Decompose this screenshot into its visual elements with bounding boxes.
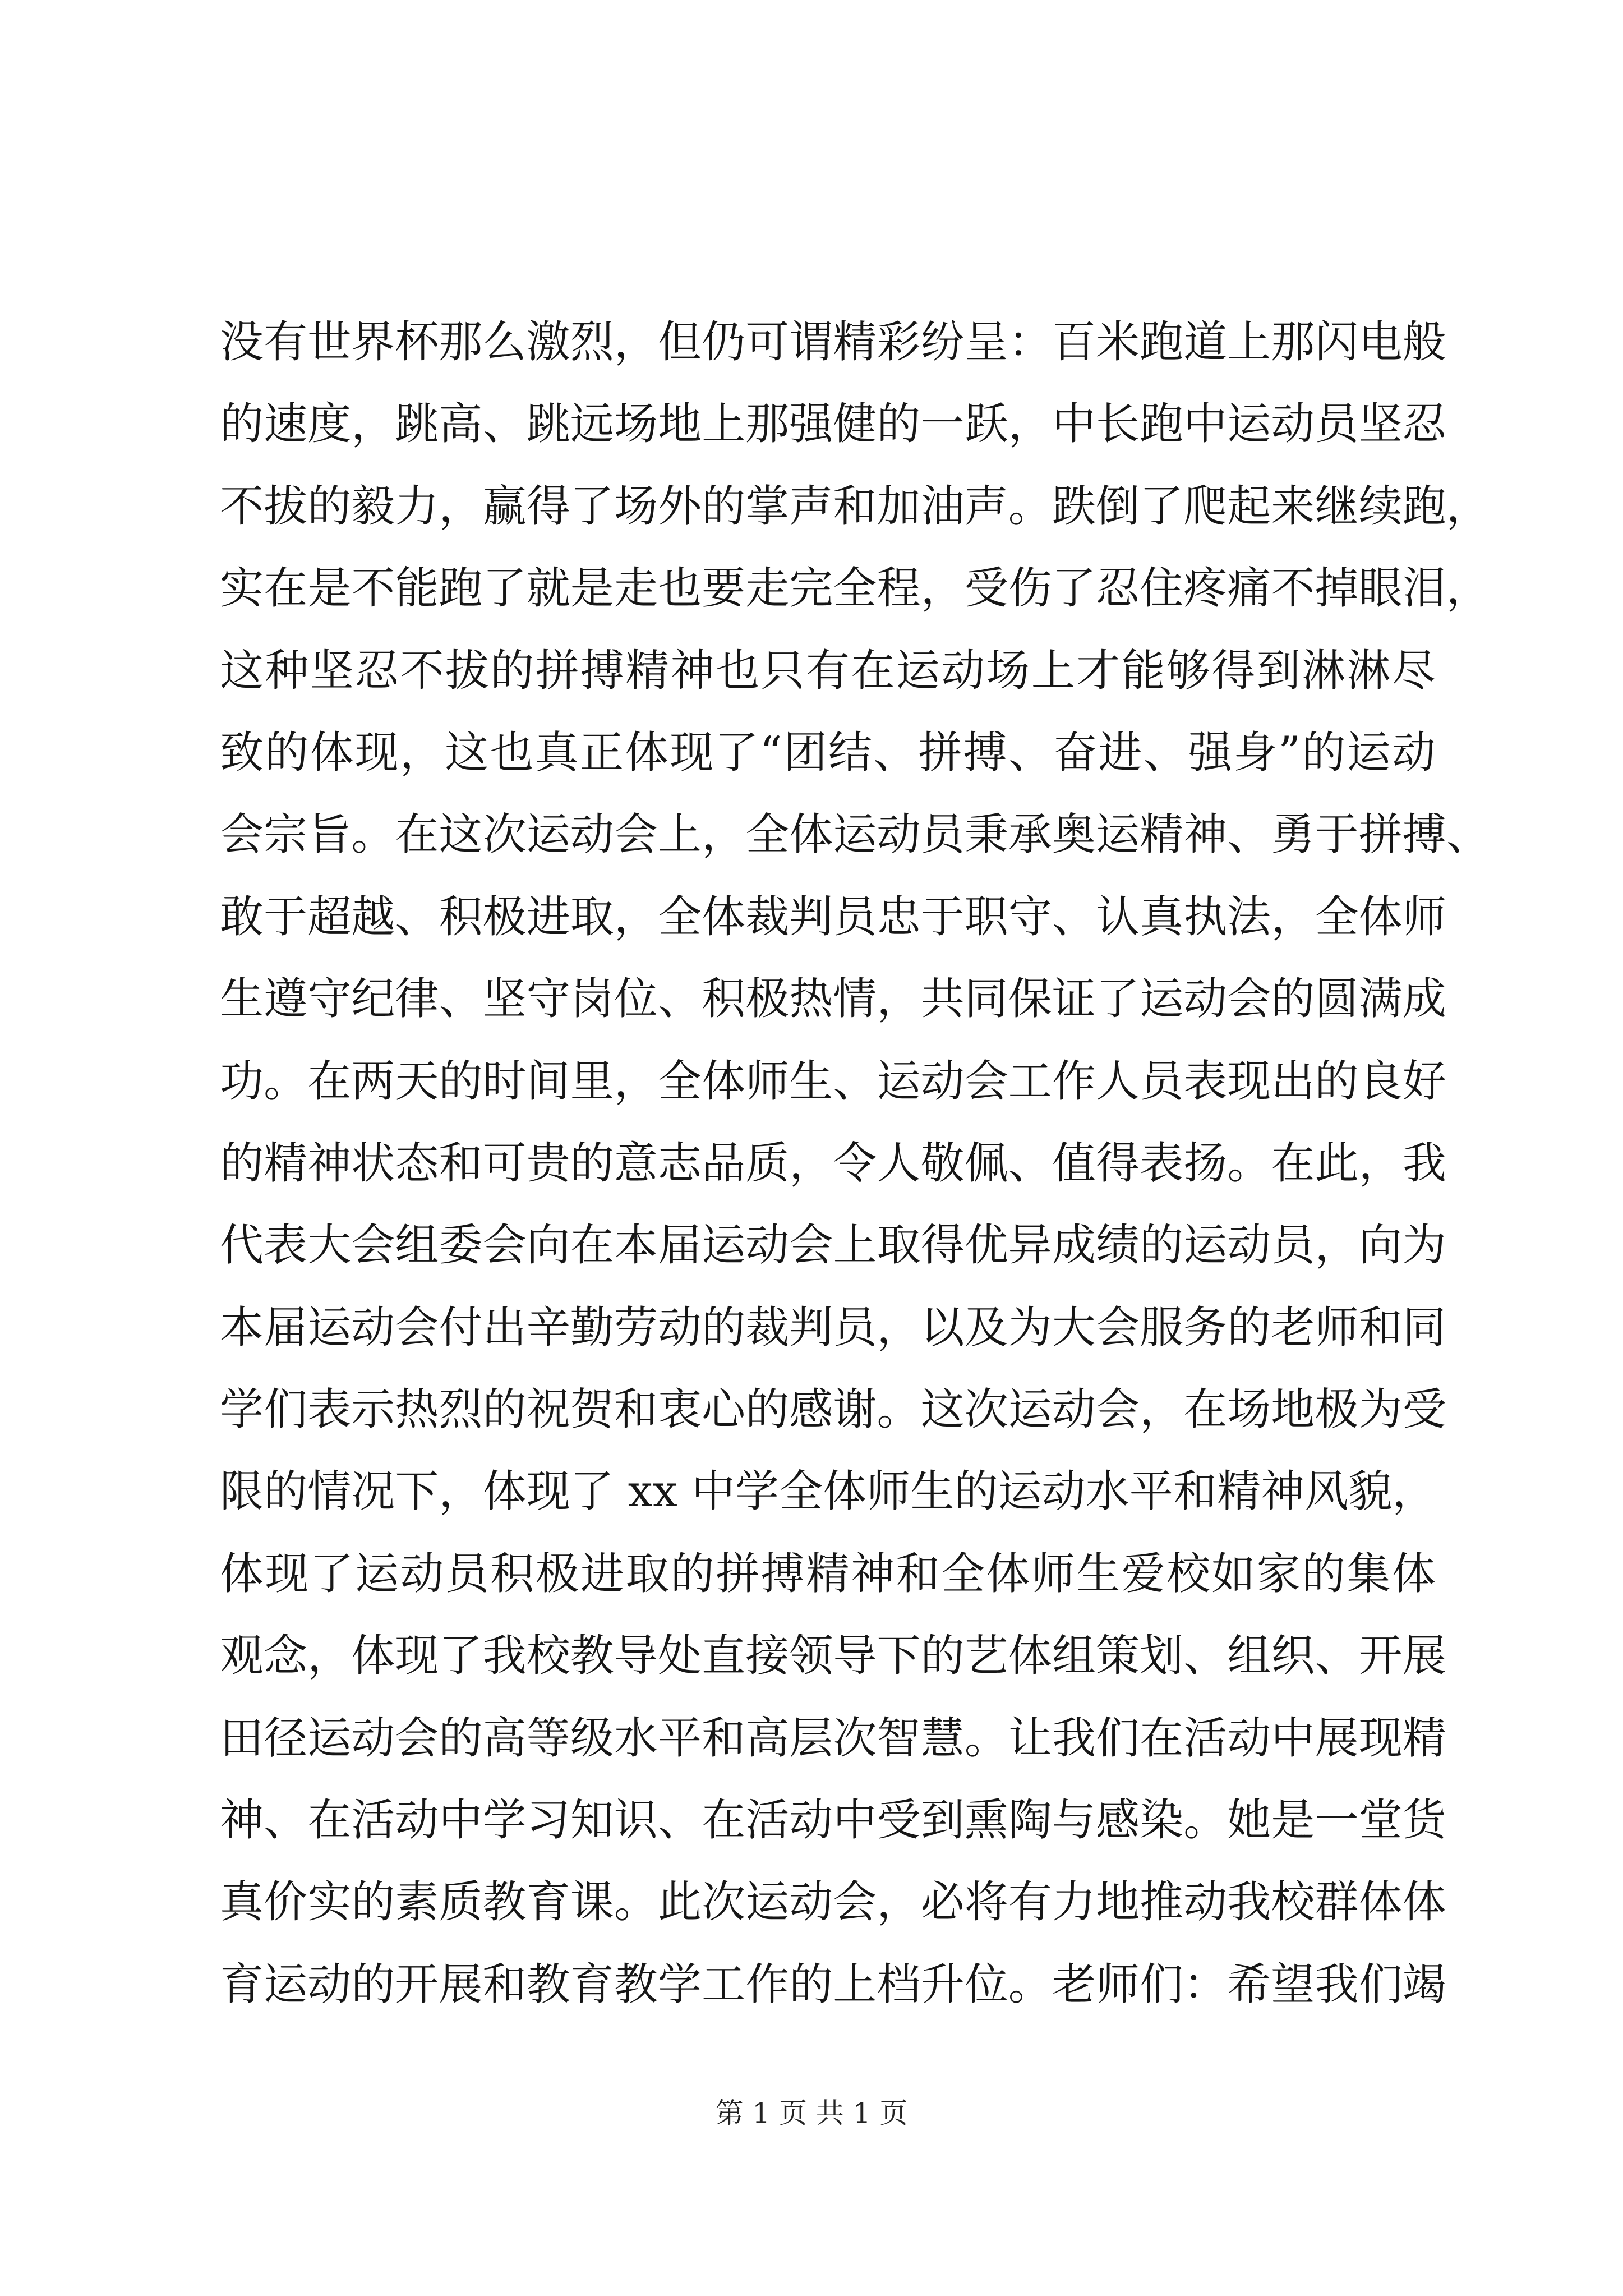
text-line: 的精神状态和可贵的意志品质，令人敬佩、值得表扬。在此，我 (220, 1138, 1446, 1189)
text-line: 没有世界杯那么激烈，但仍可谓精彩纷呈：百米跑道上那闪电般 (220, 317, 1446, 367)
text-line: 田径运动会的高等级水平和高层次智慧。让我们在活动中展现精 (220, 1713, 1446, 1764)
text-line: 实在是不能跑了就是走也要走完全程，受伤了忍住疼痛不掉眼泪， (220, 563, 1490, 614)
text-line: 代表大会组委会向在本届运动会上取得优异成绩的运动员，向为 (220, 1220, 1446, 1271)
text-line: 不拔的毅力，赢得了场外的掌声和加油声。跌倒了爬起来继续跑， (220, 481, 1490, 532)
text-line: 真价实的素质教育课。此次运动会，必将有力地推动我校群体体 (220, 1877, 1446, 1928)
text-line: 的速度，跳高、跳远场地上那强健的一跃，中长跑中运动员坚忍 (220, 399, 1446, 450)
text-line: 致的体现，这也真正体现了“团结、拼搏、奋进、强身”的运动 (220, 727, 1436, 778)
page-footer: 第 1 页 共 1 页 (715, 2097, 908, 2129)
text-line: 这种坚忍不拔的拼搏精神也只有在运动场上才能够得到淋淋尽 (220, 645, 1436, 696)
text-line: 本届运动会付出辛勤劳动的裁判员，以及为大会服务的老师和同 (220, 1302, 1446, 1353)
text-line: 敢于超越、积极进取，全体裁判员忠于职守、认真执法，全体师 (220, 891, 1446, 942)
text-line: 生遵守纪律、坚守岗位、积极热情，共同保证了运动会的圆满成 (220, 974, 1446, 1025)
text-line: 观念，体现了我校教导处直接领导下的艺体组策划、组织、开展 (220, 1631, 1446, 1682)
text-line: 育运动的开展和教育教学工作的上档升位。老师们：希望我们竭 (220, 1959, 1446, 2010)
text-line: 神、在活动中学习知识、在活动中受到熏陶与感染。她是一堂货 (220, 1795, 1446, 1846)
text-line: 学们表示热烈的祝贺和衷心的感谢。这次运动会，在场地极为受 (220, 1384, 1446, 1435)
text-line: 功。在两天的时间里，全体师生、运动会工作人员表现出的良好 (220, 1056, 1446, 1107)
text-line: 会宗旨。在这次运动会上，全体运动员秉承奥运精神、勇于拼搏、 (220, 809, 1490, 861)
text-line: 体现了运动员积极进取的拼搏精神和全体师生爱校如家的集体 (220, 1548, 1436, 1599)
text-line: 限的情况下，体现了 xx 中学全体师生的运动水平和精神风貌， (220, 1466, 1436, 1517)
body-text (220, 301, 1490, 2026)
